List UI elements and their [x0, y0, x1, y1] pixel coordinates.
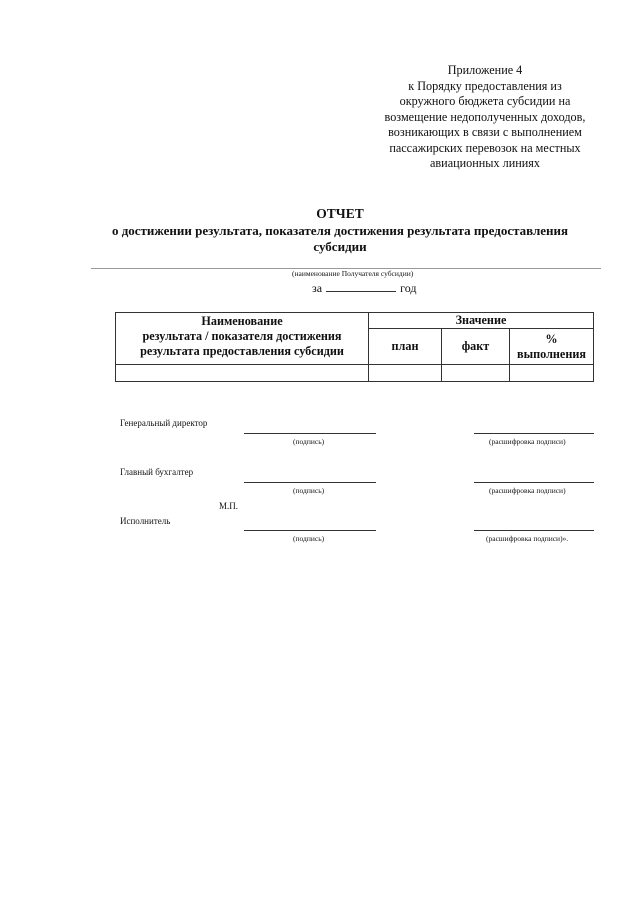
table-cell-plan[interactable]: [369, 365, 442, 382]
period-suffix: год: [400, 281, 417, 295]
report-subtitle-line2: субсидии: [313, 239, 367, 254]
table-row: [116, 365, 594, 382]
executor-signature-line[interactable]: [244, 530, 376, 531]
recipient-caption: (наименование Получателя субсидии): [292, 269, 414, 278]
table-cell-name[interactable]: [116, 365, 369, 382]
table-cell-fact[interactable]: [442, 365, 510, 382]
report-subtitle-line1: о достижении результата, показателя достижения результата предоставления: [111, 222, 569, 238]
appendix-line: возникающих в связи с выполнением: [388, 125, 582, 139]
table-cell-percent[interactable]: [510, 365, 594, 382]
appendix-line: авиационных линиях: [430, 156, 540, 170]
fact-header-cell: факт: [442, 329, 510, 365]
appendix-line: к Порядку предоставления из: [408, 78, 562, 93]
period-year-blank: [326, 281, 396, 292]
chief-accountant-label: Главный бухгалтер: [120, 467, 194, 477]
chief-accountant-signature-line[interactable]: [244, 482, 376, 483]
percent-label: выполнения: [517, 346, 586, 361]
general-director-signature-line[interactable]: [244, 433, 376, 434]
executor-label: Исполнитель: [120, 516, 171, 526]
appendix-line: пассажирских перевозок на местных: [389, 140, 581, 155]
stamp-label: М.П.: [219, 501, 239, 511]
general-director-decoding-line[interactable]: [474, 433, 594, 434]
percent-header-cell: [510, 329, 594, 365]
report-table: [115, 312, 594, 382]
percent-sign: %: [545, 331, 558, 346]
value-header-cell: Значение: [369, 313, 594, 329]
name-header-cell: [116, 313, 369, 365]
appendix-line: окружного бюджета субсидии на: [399, 94, 571, 108]
signature-caption: (подпись): [293, 437, 325, 446]
period-prefix: за: [312, 281, 323, 295]
executor-decoding-line[interactable]: [474, 530, 594, 531]
report-title-block: [100, 206, 580, 256]
decoding-caption-final: (расшифровка подписи)».: [486, 534, 569, 543]
appendix-line: возмещение недополученных доходов,: [384, 109, 586, 124]
decoding-caption: (расшифровка подписи): [489, 486, 566, 495]
report-title: ОТЧЕТ: [316, 206, 364, 221]
decoding-caption: (расшифровка подписи): [489, 437, 566, 446]
name-header-line: Наименование: [201, 314, 283, 328]
name-header-line: результата предоставления субсидии: [140, 344, 344, 358]
report-period: [312, 281, 416, 296]
signature-caption: (подпись): [293, 486, 325, 495]
name-header-line: результата / показателя достижения: [142, 329, 342, 343]
plan-header-cell: план: [369, 329, 442, 365]
appendix-line: Приложение 4: [447, 63, 523, 77]
general-director-label: Генеральный директор: [120, 418, 208, 428]
signature-caption: (подпись): [293, 534, 325, 543]
chief-accountant-decoding-line[interactable]: [474, 482, 594, 483]
appendix-header: [360, 63, 610, 172]
